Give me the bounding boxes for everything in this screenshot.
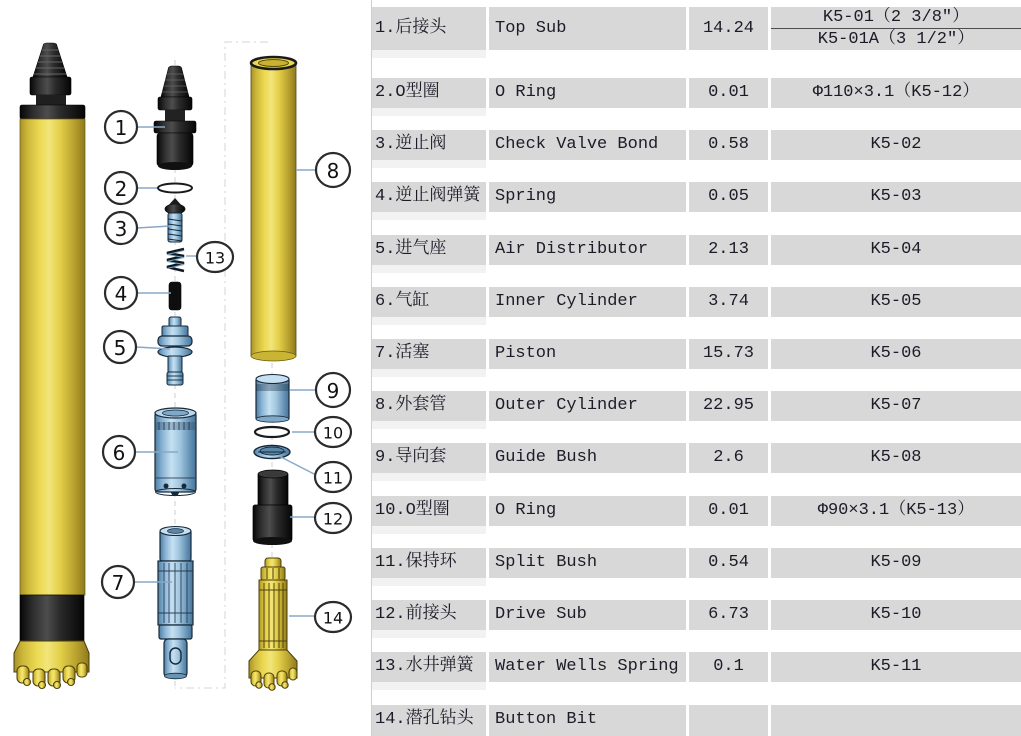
- callout-1: [105, 111, 137, 143]
- part-weight: 6.73: [689, 600, 768, 630]
- svg-text:14: 14: [322, 608, 344, 628]
- part-number-alt: K5-01A（3 1/2″）: [817, 30, 975, 49]
- part-number: K5-08: [771, 443, 1021, 473]
- part-weight: 0.01: [689, 496, 768, 526]
- part-weight: [689, 705, 768, 736]
- part-check-valve: [165, 198, 185, 242]
- part-name-en: Drive Sub: [489, 600, 686, 630]
- table-row: [372, 391, 1021, 421]
- part-name-en: Water Wells Spring: [489, 652, 686, 682]
- svg-text:10: 10: [322, 423, 344, 443]
- part-name-en: Check Valve Bond: [489, 130, 686, 160]
- part-name-cn: 11.保持环: [372, 548, 486, 578]
- part-weight: 14.24: [689, 7, 768, 50]
- part-number: K5-06: [771, 339, 1021, 369]
- part-weight: 3.74: [689, 287, 768, 317]
- part-weight: 2.6: [689, 443, 768, 473]
- part-name-cn: 1.后接头: [372, 7, 486, 50]
- cn-cell-extension: [372, 682, 486, 690]
- assembled-thread: [33, 43, 67, 77]
- callout-14: [315, 602, 351, 632]
- callout-11: [315, 462, 351, 492]
- callout-12: [315, 503, 351, 533]
- part-name-cn: 10.O型圈: [372, 496, 486, 526]
- svg-text:7: 7: [111, 571, 125, 595]
- cn-cell-extension: [372, 50, 486, 58]
- part-outer-cylinder: [251, 57, 296, 361]
- part-drive-sub: [253, 470, 292, 545]
- svg-text:2: 2: [114, 177, 128, 201]
- part-name-cn: 9.导向套: [372, 443, 486, 473]
- table-row: [372, 339, 1021, 369]
- assembled-hammer: [14, 43, 89, 689]
- cn-cell-extension: [372, 526, 486, 534]
- callout-8: [316, 153, 350, 187]
- cn-cell-extension: [372, 578, 486, 586]
- part-number: K5-03: [771, 182, 1021, 212]
- assembled-collar: [30, 77, 71, 95]
- svg-text:3: 3: [114, 217, 128, 241]
- part-weight: 0.01: [689, 78, 768, 108]
- svg-text:13: 13: [204, 248, 226, 268]
- table-row: [372, 78, 1021, 108]
- cn-cell-extension: [372, 630, 486, 638]
- part-number: Φ110×3.1（K5-12）: [771, 78, 1021, 108]
- part-o-ring-top: [158, 184, 192, 193]
- part-number: K5-11: [771, 652, 1021, 682]
- part-name-cn: 5.进气座: [372, 235, 486, 265]
- part-name-cn: 4.逆止阀弹簧: [372, 182, 486, 212]
- cn-cell-extension: [372, 369, 486, 377]
- cn-cell-extension: [372, 421, 486, 429]
- assembled-cap-ring: [20, 105, 85, 119]
- table-row: [372, 600, 1021, 630]
- part-spring-seat: [169, 282, 181, 310]
- parts-table: [372, 0, 1021, 736]
- part-weight: 15.73: [689, 339, 768, 369]
- part-number: K5-07: [771, 391, 1021, 421]
- callout-6: [103, 436, 135, 468]
- part-name-en: Guide Bush: [489, 443, 686, 473]
- part-number: K5-01（2 3/8″）: [822, 8, 970, 27]
- dth-hammer-exploded-diagram: [0, 0, 370, 736]
- part-weight: 0.54: [689, 548, 768, 578]
- cn-cell-extension: [372, 473, 486, 481]
- part-name-en: Piston: [489, 339, 686, 369]
- part-name-en: Top Sub: [489, 7, 686, 50]
- part-number: K5-10: [771, 600, 1021, 630]
- assembled-neck: [36, 95, 66, 105]
- part-name-cn: 12.前接头: [372, 600, 486, 630]
- table-row: [372, 496, 1021, 526]
- part-number: [771, 705, 1021, 736]
- cn-cell-extension: [372, 265, 486, 273]
- callout-7: [102, 566, 134, 598]
- part-number: K5-02: [771, 130, 1021, 160]
- table-row: [372, 652, 1021, 682]
- part-name-en: Outer Cylinder: [489, 391, 686, 421]
- part-name-cn: 3.逆止阀: [372, 130, 486, 160]
- cn-cell-extension: [372, 108, 486, 116]
- part-name-cn: 2.O型圈: [372, 78, 486, 108]
- svg-text:6: 6: [112, 441, 126, 465]
- part-name-en: Spring: [489, 182, 686, 212]
- part-number: K5-04: [771, 235, 1021, 265]
- svg-text:9: 9: [326, 379, 340, 403]
- part-name-en: Inner Cylinder: [489, 287, 686, 317]
- table-row: [372, 182, 1021, 212]
- table-row: [372, 548, 1021, 578]
- cn-cell-extension: [372, 160, 486, 168]
- table-row: [372, 443, 1021, 473]
- part-name-en: Button Bit: [489, 705, 686, 736]
- part-split-bush: [254, 446, 290, 459]
- part-name-cn: 8.外套管: [372, 391, 486, 421]
- part-weight: 0.1: [689, 652, 768, 682]
- callout-9: [316, 373, 350, 407]
- callout-5: [104, 331, 136, 363]
- callout-13: [197, 242, 233, 272]
- svg-text:8: 8: [326, 159, 340, 183]
- part-name-cn: 6.气缸: [372, 287, 486, 317]
- svg-text:1: 1: [114, 116, 128, 140]
- part-number: K5-09: [771, 548, 1021, 578]
- part-top-sub: [154, 66, 196, 170]
- table-row: [372, 7, 1021, 50]
- table-row: [372, 235, 1021, 265]
- table-row: [372, 705, 1021, 736]
- part-name-en: Split Bush: [489, 548, 686, 578]
- part-weight: 0.58: [689, 130, 768, 160]
- part-weight: 22.95: [689, 391, 768, 421]
- part-name-cn: 7.活塞: [372, 339, 486, 369]
- callout-10: [315, 417, 351, 447]
- assembled-chuck-band: [20, 595, 84, 641]
- callout-4: [105, 277, 137, 309]
- part-weight: 2.13: [689, 235, 768, 265]
- part-number: Φ90×3.1（K5-13）: [771, 496, 1021, 526]
- cn-cell-extension: [372, 212, 486, 220]
- part-weight: 0.05: [689, 182, 768, 212]
- part-name-en: O Ring: [489, 78, 686, 108]
- part-o-ring-bottom: [255, 427, 289, 437]
- part-number-cell: [771, 7, 1021, 50]
- part-name-en: O Ring: [489, 496, 686, 526]
- svg-text:11: 11: [322, 468, 344, 488]
- cn-cell-extension: [372, 317, 486, 325]
- part-piston: [158, 527, 193, 679]
- part-name-en: Air Distributor: [489, 235, 686, 265]
- part-number: K5-05: [771, 287, 1021, 317]
- part-guide-bush: [256, 375, 289, 423]
- part-button-bit: [249, 558, 297, 690]
- part-name-cn: 13.水井弹簧: [372, 652, 486, 682]
- table-row: [372, 130, 1021, 160]
- part-air-distributor: [158, 317, 192, 385]
- table-row: [372, 287, 1021, 317]
- svg-text:12: 12: [322, 509, 344, 529]
- part-name-cn: 14.潜孔钻头: [372, 705, 486, 736]
- svg-text:5: 5: [113, 336, 127, 360]
- svg-text:4: 4: [114, 282, 128, 306]
- assembled-body: [20, 119, 85, 595]
- callouts: [102, 111, 351, 632]
- callout-3: [105, 212, 137, 244]
- callout-2: [105, 172, 137, 204]
